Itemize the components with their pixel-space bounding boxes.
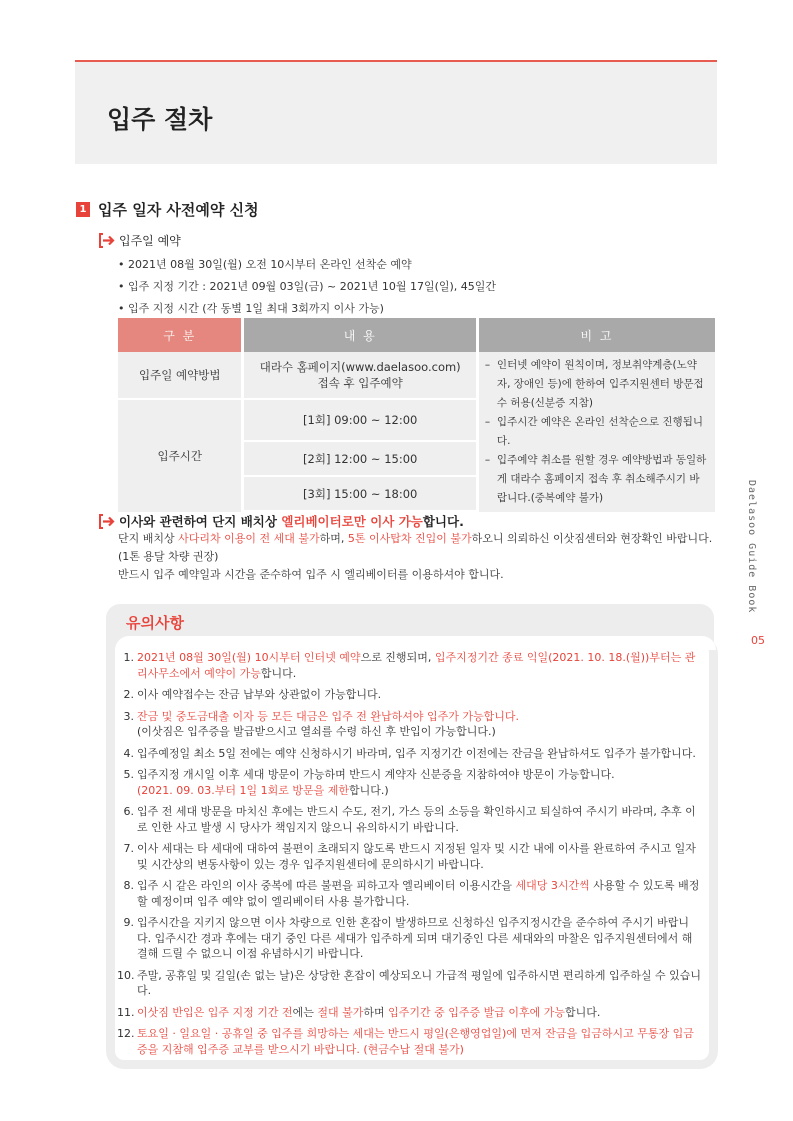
- notice-item: 3. 잔금 및 중도금대출 이자 등 모든 대금은 입주 전 완납하셔야 입주가 가능합니다. (이삿짐은 입주증을 발급받으시고 열쇠를 수령 하신 후 반입이 가능합니다.): [123, 709, 519, 738]
- section-number-badge: 1: [76, 202, 90, 217]
- page-title: 입주 절차: [107, 105, 213, 134]
- notice-item: 11. 이삿짐 반입은 입주 지정 기간 전에는 절대 불가하며 입주기간 중 입주증 발급 이후에 가능합니다.: [117, 1005, 601, 1019]
- time-slot-1: [1회] 09:00 ~ 12:00: [244, 400, 475, 442]
- table-header-remarks: 비 고: [479, 318, 715, 352]
- method-value-line-2: 접속 후 입주예약: [317, 376, 403, 390]
- reservation-heading: [98, 232, 181, 249]
- bullet-item: • 입주 지정 기간 : 2021년 09월 03일(금) ~ 2021년 10월 17일(일), 45일간: [118, 276, 496, 298]
- moving-heading: [98, 512, 464, 530]
- table-header-content: 내 용: [244, 318, 475, 352]
- notice-item: 12. 토요일 · 일요일 · 공휴일 중 입주를 희망하는 세대는 반드시 평일(은행영업일)에 먼저 잔금을 입금하시고 무통장 입금증을 지참해 입주증 교부를 받으시기 바랍니다. (현금수납 절대 불가): [117, 1027, 694, 1056]
- section-1-heading: [76, 199, 259, 220]
- table-header-category: 구 분: [118, 318, 241, 352]
- remark-item: – 인터넷 예약이 원칙이며, 정보취약계층(노약자, 장애인 등)에 한하여 입주지원센터 방문접수 허용(신분증 지참): [484, 359, 704, 409]
- notice-item: 1. 2021년 08월 30일(월) 10시부터 인터넷 예약으로 진행되며, 입주지정기간 종료 익일(2021. 10. 18.(월))부터는 관리사무소에서 예약이 가능합니다.: [123, 651, 696, 680]
- method-value-line-1: 대라수 홈페이지(www.daelasoo.com): [259, 360, 461, 374]
- remarks-cell: [479, 352, 715, 512]
- moving-line-2: (1톤 용달 차량 권장): [118, 550, 219, 563]
- reservation-title: 입주일 예약: [119, 234, 181, 248]
- method-value-cell: [244, 352, 475, 400]
- moving-details: [118, 530, 718, 584]
- notice-item: 7. 이사 세대는 타 세대에 대하여 불편이 초래되지 않도록 반드시 지정된 일자 및 시간 내에 이사를 완료하여 주시고 일자 및 시간상의 변동사항이 있는 경우 입주지원센터에 문의하시기 바랍니다.: [123, 842, 696, 871]
- method-label-cell: 입주일 예약방법: [118, 352, 241, 400]
- notice-item: 9. 입주시간을 지키지 않으면 이사 차량으로 인한 혼잡이 발생하므로 신청하신 입주지정시간을 준수하여 주시기 바랍니다. 입주시간 경과 후에는 대기 중인 다른 세대가 입주하게 되며 대기중인 다른 세대와의 마찰은 입주지원센터에서 해결해 드릴 수 없으니 이점 유념하시기 바랍니다.: [123, 916, 693, 960]
- reservation-bullets: [118, 254, 496, 320]
- notice-item: 2. 이사 예약접수는 잔금 납부와 상관없이 가능합니다.: [123, 688, 382, 701]
- side-label: Daelasoo Guide Book: [746, 480, 757, 614]
- remark-item: – 입주시간 예약은 온라인 선착순으로 진행됩니다.: [484, 416, 703, 447]
- moving-title: 이사와 관련하여 단지 배치상 엘리베이터로만 이사 가능합니다.: [119, 514, 464, 529]
- notice-item: 4. 입주예정일 최소 5일 전에는 예약 신청하시기 바라며, 입주 지정기간 이전에는 잔금을 완납하셔도 입주가 불가합니다.: [123, 746, 696, 760]
- section-title: 입주 일자 사전예약 신청: [98, 201, 259, 219]
- notice-item: 5. 입주지정 개시일 이후 세대 방문이 가능하며 반드시 계약자 신분증을 지참하여야 방문이 가능합니다. (2021. 09. 03.부터 1일 1회로 방문을 제한합니다.): [123, 768, 615, 797]
- bullet-item: • 2021년 08월 30일(월) 오전 10시부터 온라인 선착순 예약: [118, 254, 496, 276]
- arrow-right-bracket-icon: [98, 514, 115, 529]
- time-slot-2: [2회] 12:00 ~ 15:00: [244, 442, 475, 477]
- moving-line-1: 단지 배치상 사다리차 이용이 전 세대 불가하며, 5톤 이사탑차 진입이 불가하오니 의뢰하신 이삿짐센터와 현장확인 바랍니다.: [118, 532, 713, 545]
- page-number: 05: [751, 634, 765, 647]
- page-header: [75, 60, 717, 164]
- time-label-cell: 입주시간: [118, 400, 241, 512]
- notice-item: 8. 입주 시 같은 라인의 이사 중복에 따른 불편을 피하고자 엘리베이터 이용시간을 세대당 3시간씩 사용할 수 있도록 배정 할 예정이며 입주 예약 없이 엘리베이터 사용 불가합니다.: [123, 879, 700, 908]
- moving-line-3: 반드시 입주 예약일과 시간을 준수하여 입주 시 엘리베이터를 이용하셔야 합니다.: [118, 568, 504, 581]
- notice-title: 유의사항: [126, 614, 184, 632]
- notice-item: 10. 주말, 공휴일 및 길일(손 없는 날)은 상당한 혼잡이 예상되오니 가급적 평일에 입주하시면 편리하게 입주하실 수 있습니다.: [117, 968, 701, 997]
- arrow-right-bracket-icon: [98, 233, 115, 248]
- notice-item: 6. 입주 전 세대 방문을 마치신 후에는 반드시 수도, 전기, 가스 등의 소등을 확인하시고 퇴실하여 주시기 바라며, 추후 이로 인한 사고 발생 시 당사가 책임지지 않으니 유의하시기 바랍니다.: [123, 805, 696, 834]
- reservation-table: [115, 318, 718, 512]
- notice-list: [117, 650, 702, 1057]
- time-slot-3: [3회] 15:00 ~ 18:00: [244, 477, 475, 512]
- notice-box-inner-top: [115, 636, 716, 650]
- bullet-item: • 입주 지정 시간 (각 동별 1일 최대 3회까지 이사 가능): [118, 298, 496, 320]
- remark-item: – 입주예약 취소를 원할 경우 예약방법과 동일하게 대라수 홈페이지 접속 후 취소해주시기 바랍니다.(중복예약 불가): [484, 454, 707, 504]
